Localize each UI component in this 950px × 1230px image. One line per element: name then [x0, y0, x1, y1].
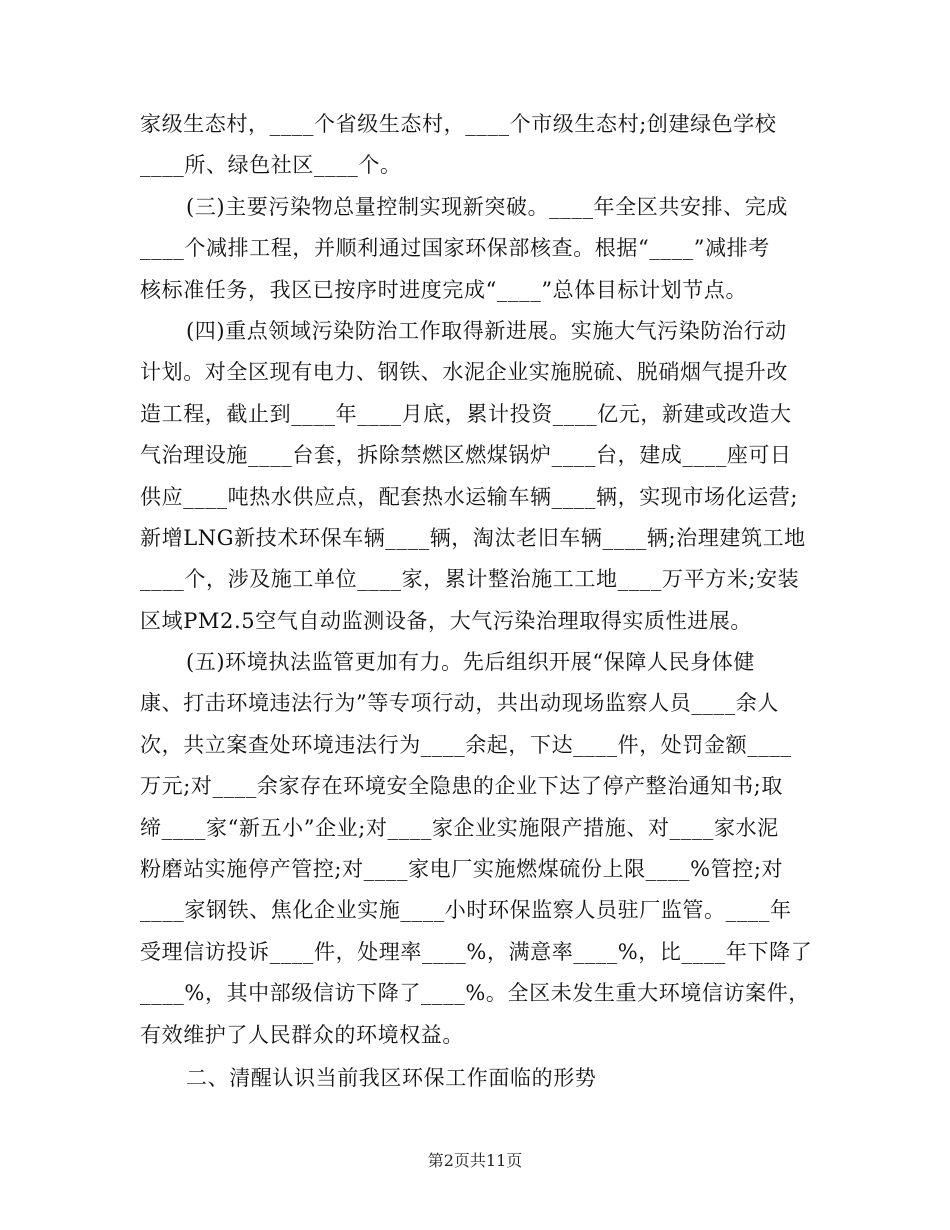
text-line: 缔____家“新五小”企业;对____家企业实施限产措施、对____家水泥 — [140, 815, 779, 840]
text-line: 次，共立案查处环境违法行为____余起，下达____件，处罚金额____ — [140, 732, 792, 757]
text-line: 受理信访投诉____件，处理率____%，满意率____%，比____年下降了 — [140, 939, 813, 964]
text-line: 康、打击环境违法行为”等专项行动，共出动现场监察人员____余人 — [140, 691, 779, 716]
text-line: 新增LNG新技术环保车辆____辆，淘汰老旧车辆____辆;治理建筑工地 — [140, 525, 806, 550]
text-line: ____个减排工程，并顺利通过国家环保部核查。根据“____”减排考 — [140, 236, 770, 261]
text-line: ____所、绿色社区____个。 — [140, 153, 402, 178]
text-line: 万元;对____余家存在环境安全隐患的企业下达了停产整治通知书;取 — [140, 774, 783, 799]
text-line: ____%，其中部级信访下降了____%。全区未发生重大环境信访案件， — [140, 981, 810, 1006]
text-line: 计划。对全区现有电力、钢铁、水泥企业实施脱硫、脱硝烟气提升改 — [140, 360, 788, 385]
section-3-heading-line: (三)主要污染物总量控制实现新突破。____年全区共安排、完成 — [186, 194, 788, 219]
text-line: 造工程，截止到____年____月底，累计投资____亿元，新建或改造大 — [140, 401, 792, 426]
document-body — [140, 104, 813, 1099]
text-line: 粉磨站实施停产管控;对____家电厂实施燃煤硫份上限____%管控;对 — [140, 857, 784, 882]
text-line: 供应____吨热水供应点，配套热水运输车辆____辆，实现市场化运营; — [140, 484, 799, 509]
section-4-heading-line: (四)重点领域污染防治工作取得新进展。实施大气污染防治行动 — [186, 318, 787, 343]
text-line: 区域PM2.5空气自动监测设备，大气污染治理取得实质性进展。 — [140, 608, 753, 633]
part-2-heading: 二、清醒认识当前我区环保工作面临的形势 — [186, 1065, 597, 1090]
text-line: ____家钢铁、焦化企业实施____小时环保监察人员驻厂监管。____年 — [140, 898, 792, 923]
text-line: 核标准任务，我区已按序时进度完成“____”总体目标计划节点。 — [140, 277, 748, 302]
text-line: 有效维护了人民群众的环境权益。 — [140, 1022, 464, 1047]
text-line: 家级生态村，____个省级生态村，____个市级生态村;创建绿色学校 — [140, 112, 777, 136]
text-line: 气治理设施____台套，拆除禁燃区燃煤锅炉____台，建成____座可日 — [140, 443, 792, 468]
section-5-heading-line: (五)环境执法监管更加有力。先后组织开展“保障人民身体健 — [186, 650, 755, 675]
page-number-footer: 第2页共11页 — [427, 1151, 523, 1170]
text-line: ____个，涉及施工单位____家，累计整治施工工地____万平方米;安装 — [140, 567, 800, 592]
